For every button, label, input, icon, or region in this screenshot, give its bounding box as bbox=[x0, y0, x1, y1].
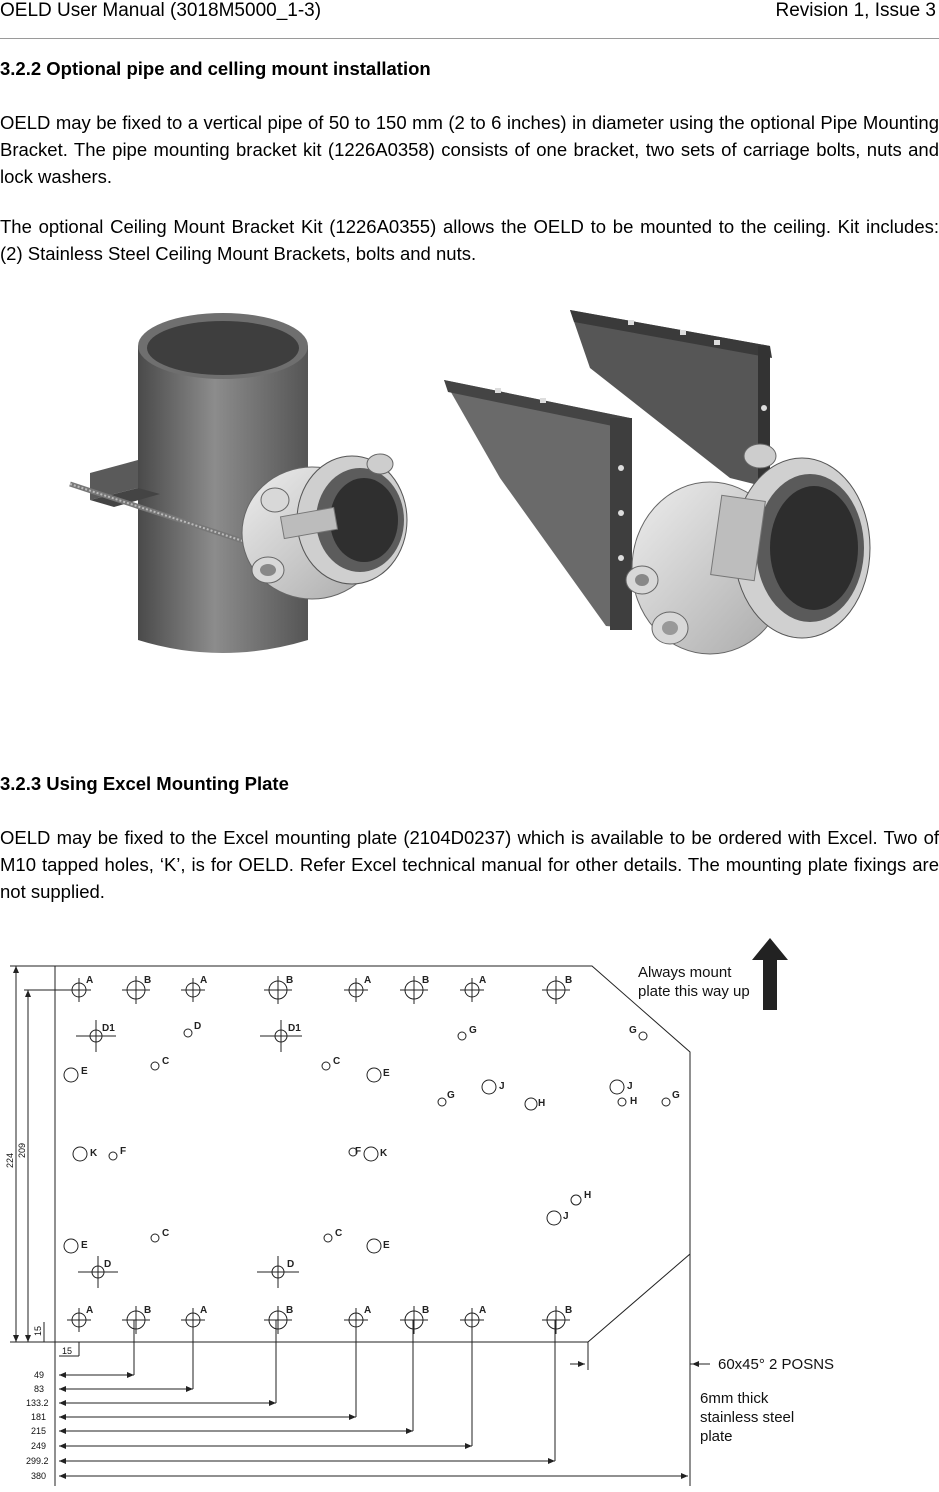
hole-label: D bbox=[104, 1259, 112, 1270]
hole-label: C bbox=[335, 1228, 343, 1239]
hole-label: G bbox=[447, 1090, 455, 1101]
note-material-thickness: 6mm thick bbox=[700, 1390, 769, 1407]
dim-181: 181 bbox=[31, 1412, 47, 1422]
hole-label: H bbox=[630, 1096, 638, 1107]
hole-label: F bbox=[355, 1146, 362, 1157]
hole-label: A bbox=[364, 975, 372, 986]
dim-133-2: 133.2 bbox=[26, 1398, 49, 1408]
hole-label: A bbox=[86, 975, 94, 986]
note-material-plate: plate bbox=[700, 1428, 733, 1445]
hole-label: C bbox=[162, 1056, 170, 1067]
dim-380: 380 bbox=[31, 1471, 47, 1481]
hole-label: H bbox=[584, 1190, 592, 1201]
hole-label: E bbox=[81, 1240, 88, 1251]
hole-label: A bbox=[479, 1305, 487, 1316]
pipe-mount-assembly bbox=[70, 313, 407, 653]
section-3-2-3-title: 3.2.3 Using Excel Mounting Plate bbox=[0, 773, 289, 794]
mount-direction-arrow-icon bbox=[752, 938, 788, 1010]
hole-label: C bbox=[333, 1056, 341, 1067]
hole-label: B bbox=[144, 1305, 152, 1316]
hole-label: K bbox=[90, 1148, 98, 1159]
section-3-2-2-para1: OELD may be fixed to a vertical pipe of 50 to 150 mm (2 to 6 inches) in diameter using the optional Pipe Mounting Bracket. The pipe mounting bracket kit (1226A0358) consists of one bracket, two sets of carriage bolts, nuts and lock washers. bbox=[0, 112, 939, 187]
dim-15-horizontal: 15 bbox=[62, 1346, 73, 1356]
note-always-mount: Always mount bbox=[638, 964, 732, 981]
hole-label: A bbox=[364, 1305, 372, 1316]
dim-83: 83 bbox=[34, 1384, 45, 1394]
hole-label: A bbox=[86, 1305, 94, 1316]
hole-label: G bbox=[672, 1090, 680, 1101]
hole-label: B bbox=[565, 975, 573, 986]
section-3-2-3-para1: OELD may be fixed to the Excel mounting plate (2104D0237) which is available to be ordered with Excel. Two of M10 tapped holes, ‘K’, is for OELD. Refer Excel technical manual for other details. The mounting plate fixings are not supplied. bbox=[0, 827, 939, 902]
hole-label: E bbox=[383, 1068, 390, 1079]
hole-label: G bbox=[629, 1025, 637, 1036]
dim-249: 249 bbox=[31, 1441, 47, 1451]
hole-label: D1 bbox=[288, 1023, 301, 1034]
hole-label: J bbox=[499, 1081, 505, 1092]
mounting-brackets-illustration bbox=[30, 288, 890, 676]
hole-label: G bbox=[469, 1025, 477, 1036]
hole-label: A bbox=[200, 975, 208, 986]
plate-outline bbox=[55, 966, 690, 1342]
note-plate-way-up: plate this way up bbox=[638, 983, 750, 1000]
dim-49: 49 bbox=[34, 1370, 45, 1380]
hole-label: J bbox=[563, 1211, 569, 1222]
hole-label: D bbox=[194, 1021, 202, 1032]
hole-label: E bbox=[383, 1240, 390, 1251]
ceiling-mount-assembly bbox=[444, 310, 870, 654]
hole-label: D1 bbox=[102, 1023, 115, 1034]
hole-label: A bbox=[479, 975, 487, 986]
hole-label: B bbox=[286, 975, 294, 986]
hole-label: D bbox=[287, 1259, 295, 1270]
dim-215: 215 bbox=[31, 1426, 47, 1436]
hole-label: J bbox=[627, 1081, 633, 1092]
hole-label: B bbox=[144, 975, 152, 986]
dim-209: 209 bbox=[17, 1142, 27, 1158]
hole-label: B bbox=[422, 1305, 430, 1316]
hole-label: B bbox=[565, 1305, 573, 1316]
hole-label: H bbox=[538, 1098, 546, 1109]
section-3-2-2-para2: The optional Ceiling Mount Bracket Kit (1226A0355) allows the OELD to be mounted to the ceiling. Kit includes: (2) Stainless Steel Ceiling Mount Brackets, bolts and nuts. bbox=[0, 216, 939, 264]
hole-label: F bbox=[120, 1146, 127, 1157]
note-material-type: stainless steel bbox=[700, 1409, 795, 1426]
hole-label: K bbox=[380, 1148, 388, 1159]
dim-224: 224 bbox=[5, 1152, 15, 1168]
page-header bbox=[0, 0, 939, 39]
hole-label: B bbox=[286, 1305, 294, 1316]
hole-labels bbox=[81, 975, 680, 1316]
hole-label: C bbox=[162, 1228, 170, 1239]
dim-15-vertical: 15 bbox=[33, 1325, 43, 1336]
hole-label: B bbox=[422, 975, 430, 986]
note-chamfer: 60x45° 2 POSNS bbox=[718, 1356, 835, 1373]
dim-299-2: 299.2 bbox=[26, 1456, 49, 1466]
mounting-plate-drawing bbox=[0, 930, 939, 1492]
hole-label: A bbox=[200, 1305, 208, 1316]
section-3-2-2-title: 3.2.2 Optional pipe and celling mount installation bbox=[0, 58, 431, 79]
hole-label: E bbox=[81, 1066, 88, 1077]
plate-holes bbox=[64, 976, 670, 1334]
header-revision: Revision 1, Issue 3 bbox=[775, 0, 936, 21]
header-manual-title: OELD User Manual (3018M5000_1-3) bbox=[0, 0, 322, 21]
